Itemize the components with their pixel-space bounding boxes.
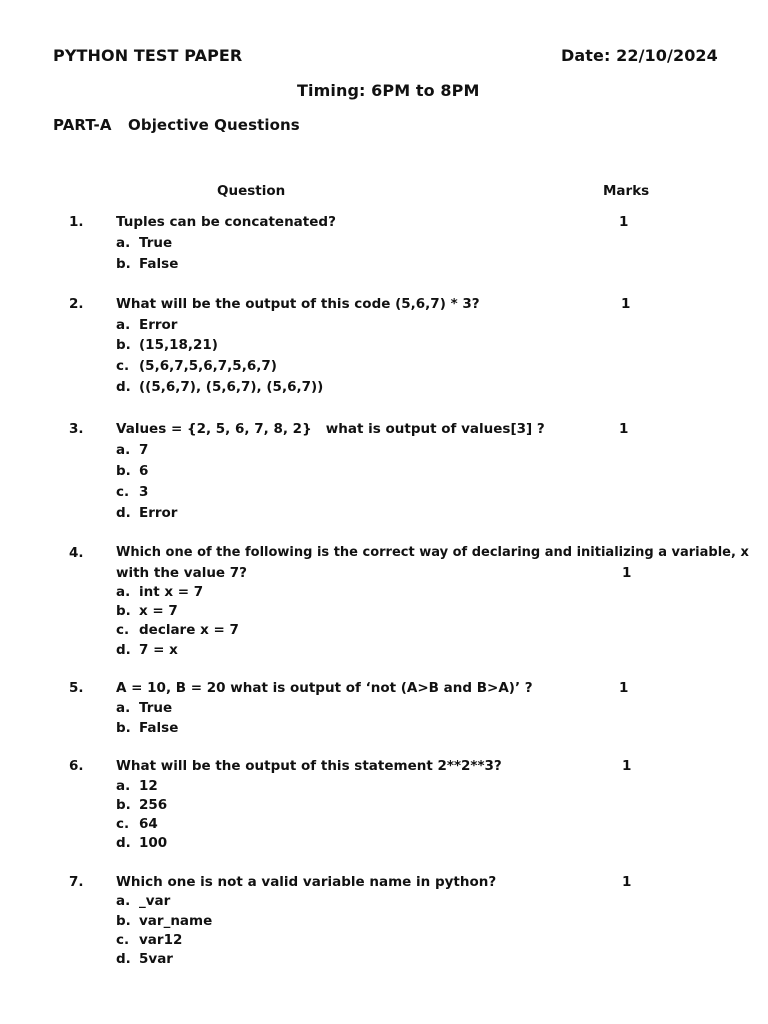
option-d xyxy=(116,951,173,967)
option-b xyxy=(116,603,178,619)
option-a xyxy=(116,584,203,600)
question-text: What will be the output of this code (5,6,7) * 3? xyxy=(116,296,480,312)
option-text: _var xyxy=(139,893,171,909)
question-text: Which one is not a valid variable name in python? xyxy=(116,874,497,890)
option-b xyxy=(116,463,148,479)
question-text: Which one of the following is the correct way of declaring and initializing a variable, x xyxy=(116,545,749,560)
option-text: var12 xyxy=(139,932,183,948)
option-text: 256 xyxy=(139,797,168,813)
question-number: 2. xyxy=(69,296,84,312)
question-text: Values = {2, 5, 6, 7, 8, 2} what is output of values[3] ? xyxy=(116,421,545,437)
option-letter: b. xyxy=(116,603,131,619)
option-letter: c. xyxy=(116,816,130,832)
option-b xyxy=(116,913,212,929)
part-label: PART-A xyxy=(53,116,112,134)
option-a xyxy=(116,893,170,909)
option-letter: d. xyxy=(116,642,131,658)
option-c xyxy=(116,484,148,500)
option-b xyxy=(116,256,178,272)
option-text: 3 xyxy=(139,484,149,500)
option-text: 12 xyxy=(139,778,158,794)
option-letter: d. xyxy=(116,505,131,521)
option-letter: a. xyxy=(116,893,131,909)
option-text: 7 = x xyxy=(139,642,178,658)
option-letter: a. xyxy=(116,442,131,458)
question-number: 6. xyxy=(69,758,84,774)
option-text: 7 xyxy=(139,442,149,458)
option-c xyxy=(116,622,239,638)
option-text: (15,18,21) xyxy=(139,337,218,353)
option-text: declare x = 7 xyxy=(139,622,239,638)
question-marks: 1 xyxy=(619,680,629,696)
option-d xyxy=(116,835,167,851)
option-a xyxy=(116,235,172,251)
option-a xyxy=(116,778,158,794)
option-text: 5var xyxy=(139,951,173,967)
option-text: True xyxy=(139,235,173,251)
option-letter: d. xyxy=(116,835,131,851)
option-text: int x = 7 xyxy=(139,584,204,600)
paper-date: Date: 22/10/2024 xyxy=(561,46,718,65)
option-letter: a. xyxy=(116,317,131,333)
option-letter: b. xyxy=(116,463,131,479)
option-letter: b. xyxy=(116,913,131,929)
option-text: x = 7 xyxy=(139,603,178,619)
question-marks: 1 xyxy=(622,874,632,890)
option-text: 6 xyxy=(139,463,149,479)
question-text: Tuples can be concatenated? xyxy=(116,214,336,230)
part-title: Objective Questions xyxy=(128,116,300,134)
option-d xyxy=(116,642,178,658)
question-text: What will be the output of this statement 2**2**3? xyxy=(116,758,502,774)
option-letter: a. xyxy=(116,584,131,600)
option-text: False xyxy=(139,720,179,736)
question-text-continued: with the value 7? xyxy=(116,565,248,581)
option-a xyxy=(116,317,177,333)
option-letter: b. xyxy=(116,256,131,272)
option-text: True xyxy=(139,700,173,716)
option-letter: c. xyxy=(116,932,130,948)
option-letter: b. xyxy=(116,337,131,353)
option-letter: d. xyxy=(116,951,131,967)
question-text: A = 10, B = 20 what is output of ‘not (A>B and B>A)’ ? xyxy=(116,680,533,696)
question-number: 1. xyxy=(69,214,84,230)
question-number: 5. xyxy=(69,680,84,696)
question-number: 4. xyxy=(69,545,84,561)
question-marks: 1 xyxy=(622,758,632,774)
option-c xyxy=(116,816,158,832)
question-marks: 1 xyxy=(622,565,632,581)
option-d xyxy=(116,505,177,521)
option-a xyxy=(116,442,148,458)
option-letter: c. xyxy=(116,484,130,500)
column-header-question: Question xyxy=(217,183,286,199)
option-text: Error xyxy=(139,317,178,333)
option-letter: a. xyxy=(116,778,131,794)
question-number: 3. xyxy=(69,421,84,437)
option-letter: b. xyxy=(116,797,131,813)
option-letter: c. xyxy=(116,622,130,638)
option-d xyxy=(116,379,323,395)
option-a xyxy=(116,700,172,716)
option-b xyxy=(116,720,178,736)
option-letter: a. xyxy=(116,235,131,251)
option-text: 64 xyxy=(139,816,158,832)
paper-timing: Timing: 6PM to 8PM xyxy=(297,81,480,100)
option-b xyxy=(116,797,167,813)
option-letter: d. xyxy=(116,379,131,395)
option-c xyxy=(116,358,277,374)
option-text: var_name xyxy=(139,913,213,929)
option-letter: a. xyxy=(116,700,131,716)
option-text: ((5,6,7), (5,6,7), (5,6,7)) xyxy=(139,379,324,395)
option-c xyxy=(116,932,182,948)
option-b xyxy=(116,337,218,353)
question-marks: 1 xyxy=(619,214,629,230)
option-letter: c. xyxy=(116,358,130,374)
column-header-marks: Marks xyxy=(603,183,650,199)
question-number: 7. xyxy=(69,874,84,890)
paper-title: PYTHON TEST PAPER xyxy=(53,46,243,65)
option-text: Error xyxy=(139,505,178,521)
option-letter: b. xyxy=(116,720,131,736)
option-text: (5,6,7,5,6,7,5,6,7) xyxy=(139,358,277,374)
question-marks: 1 xyxy=(621,296,631,312)
question-marks: 1 xyxy=(619,421,629,437)
option-text: False xyxy=(139,256,179,272)
option-text: 100 xyxy=(139,835,168,851)
